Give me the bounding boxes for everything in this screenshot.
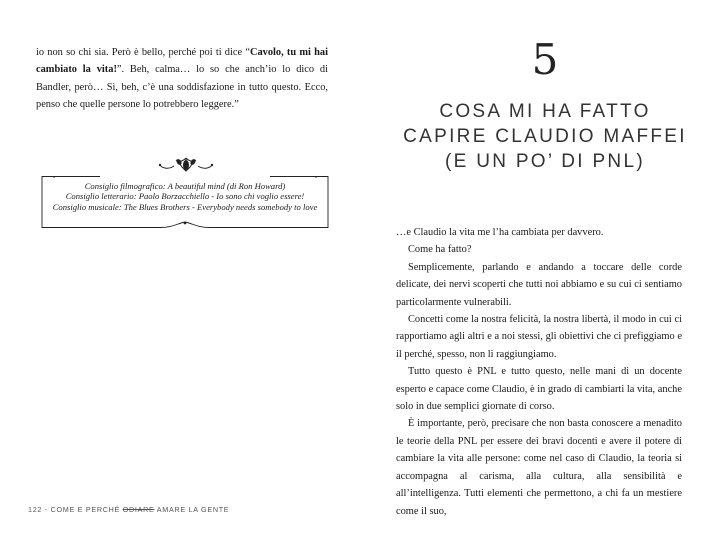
struck-word: ODIARE (122, 505, 155, 514)
recommendations-box (40, 176, 330, 228)
paragraph: Semplicemente, parlando e andando a toccare delle corde delicate, dei nervi scoperti che tutti noi abbiamo e su cui ci sentiamo particolarmente vulnerabili. (396, 261, 682, 308)
chapter-title: COSA MI HA FATTO CAPIRE CLAUDIO MAFFEI (E UN PO’ DI PNL) (403, 101, 687, 172)
paragraph: Come ha fatto? (408, 244, 472, 256)
paragraph: …e Claudio la vita me l’ha cambiata per davvero. (396, 227, 604, 238)
chapter-number: 5 (531, 35, 559, 84)
bracket-frame-icon (40, 176, 330, 228)
paragraph: È importante, però, precisare che non basta conoscere a menadito le teorie della PNL per essere dei bravi docenti e avere il potere di cambiare la vita alle persone: come nel caso di Claudio, la teoria si accompagna al carisma, alla cultura, alla sensibilità e all’intelligenza. Tutti elementi che permettono, a chi fa un mestiere come il suo, (396, 418, 682, 517)
book-title: COME E PERCHÉ ODIARE AMARE LA GENTE (50, 505, 230, 514)
page-footer: 122 - COME E PERCHÉ ODIARE AMARE LA GENTE (28, 505, 230, 514)
flourish-ornament-icon (106, 156, 266, 174)
film-tip: Consiglio filmografico: A beautiful mind (di Ron Howard) (84, 181, 286, 191)
paragraph: Tutto questo è PNL e tutto questo, nelle mani di un docente esperto e capace come Claudio, è in grado di cambiarti la vita, anche solo in due semplici giornate di corso. (396, 366, 682, 413)
right-body-text (396, 224, 682, 520)
emphasized-quote: Cavolo, tu mi hai cambiato la vita! (36, 47, 328, 76)
left-body-text (36, 44, 328, 113)
book-tip: Consiglio letterario: Paolo Borzacchiello - Io sono chi voglio essere! (65, 191, 305, 202)
paragraph: Concetti come la nostra felicità, la nostra libertà, il modo in cui ci rapportiamo agli altri e a noi stessi, gli obiettivi che ci prefiggiamo e il perché, spesso, non li raggiungiamo. (396, 314, 682, 360)
page-number: 122 (28, 505, 43, 514)
closing-quote-paragraph: io non so chi sia. Però è bello, perché poi ti dice “Cavolo, tu mi hai cambiato la vita!”. Beh, calma… lo so che anch’io lo dico di Bandler, però… Sì, beh, c’è una soddisfazione in tutto questo. Ecco, penso che quelle persone lo potrebbero leggere.” (36, 47, 328, 110)
music-tip: Consiglio musicale: The Blues Brothers - Everybody needs somebody to love (52, 201, 318, 212)
right-page (360, 0, 720, 540)
